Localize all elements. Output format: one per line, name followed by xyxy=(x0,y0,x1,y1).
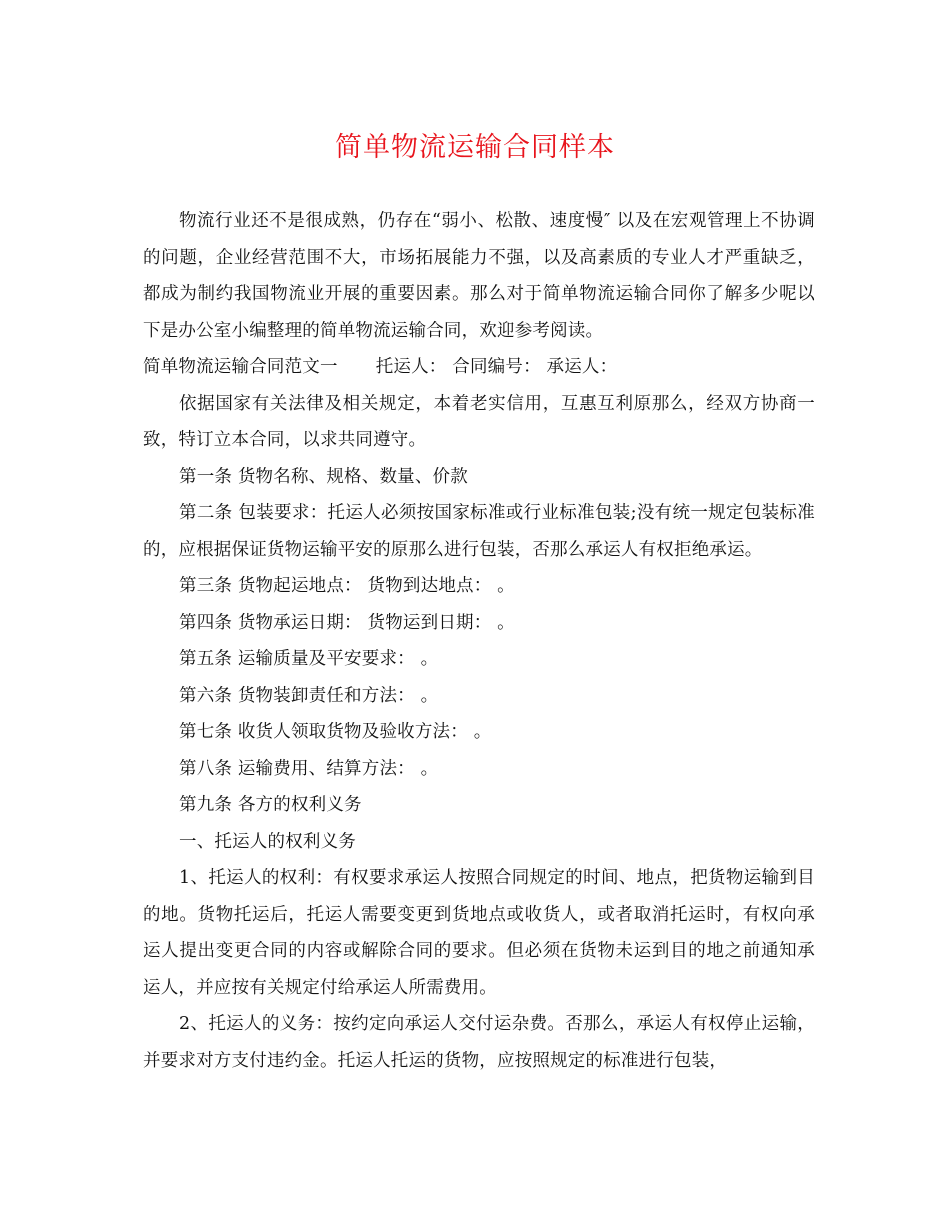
preamble-paragraph: 依据国家有关法律及相关规定，本着老实信用，互惠互利原那么，经双方协商一致，特订立本合同，以求共同遵守。 xyxy=(143,393,815,450)
sample-heading: 简单物流运输合同范文一 xyxy=(143,357,338,377)
article-9: 第九条 各方的权利义务 xyxy=(179,795,362,815)
document-title: 简单物流运输合同样本 xyxy=(335,132,615,163)
article-3: 第三条 货物起运地点： 货物到达地点： 。 xyxy=(179,576,515,596)
parties-line: 托运人： 合同编号： 承运人： xyxy=(375,357,618,377)
clause-2: 2、托运人的义务：按约定向承运人交付运杂费。否那么，承运人有权停止运输，并要求对方支付违约金。托运人托运的货物，应按照规定的标准进行包装， xyxy=(143,1014,815,1071)
document-body xyxy=(143,203,815,1079)
article-2: 第二条 包装要求：托运人必须按国家标准或行业标准包装;没有统一规定包装标准的，应根据保证货物运输平安的原那么进行包装，否那么承运人有权拒绝承运。 xyxy=(143,503,815,560)
article-7: 第七条 收货人领取货物及验收方法： 。 xyxy=(179,722,492,742)
article-5: 第五条 运输质量及平安要求： 。 xyxy=(179,649,439,669)
article-8: 第八条 运输费用、结算方法： 。 xyxy=(179,758,439,779)
sample-heading-line xyxy=(143,349,815,386)
article-1: 第一条 货物名称、规格、数量、价款 xyxy=(179,466,468,487)
article-6: 第六条 货物装卸责任和方法： 。 xyxy=(179,685,439,706)
article-4: 第四条 货物承运日期： 货物运到日期： 。 xyxy=(179,612,515,633)
clause-1: 1、托运人的权利：有权要求承运人按照合同规定的时间、地点，把货物运输到目的地。货物托运后，托运人需要变更到货地点或收货人，或者取消托运时，有权向承运人提出变更合同的内容或解除合同的要求。但必须在货物未运到目的地之前通知承运人，并应按有关规定付给承运人所需费用。 xyxy=(143,868,815,998)
intro-paragraph: 物流行业还不是很成熟，仍存在“弱小、松散、速度慢″ 以及在宏观管理上不协调的问题，企业经营范围不大，市场拓展能力不强，以及高素质的专业人才严重缺乏，都成为制约我国物流业开展的重要因素。那么对于简单物流运输合同你了解多少呢以下是办公室小编整理的简单物流运输合同，欢迎参考阅读。 xyxy=(143,211,815,341)
section-one-heading: 一、托运人的权利义务 xyxy=(179,831,356,852)
